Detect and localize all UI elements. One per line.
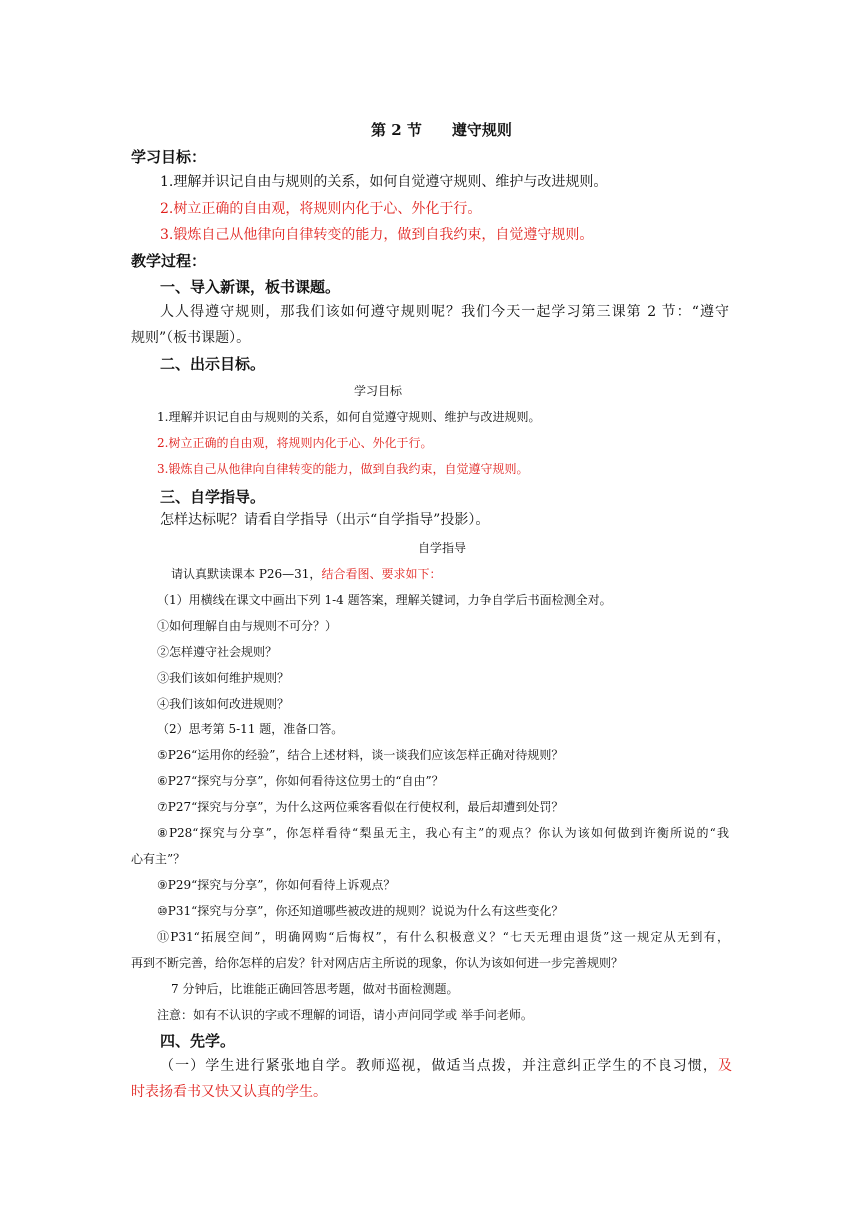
guide-instruction: [171, 567, 441, 581]
question-3: ③我们该如何维护规则？: [157, 671, 290, 685]
section3-heading: 三、自学指导。: [160, 488, 266, 506]
question-10: ⑩P31“探究与分享”，你还知道哪些被改进的规则？说说为什么有这些变化？: [157, 904, 564, 918]
section1-heading: 一、导入新课，板书课题。: [160, 278, 341, 296]
section2-heading: 二、出示目标。: [160, 355, 266, 373]
section1-paragraph-line2: 规则”（板书课题）。: [131, 330, 251, 346]
section3-intro: 怎样达标呢？请看自学指导（出示“自学指导”投影）。: [160, 512, 490, 528]
question-1: ①如何理解自由与规则不可分？）: [157, 619, 338, 633]
section4-heading: 四、先学。: [160, 1032, 236, 1050]
slide-title-objectives: 学习目标: [354, 384, 403, 398]
question-11-line2: 再到不断完善，给你怎样的启发？针对网店店主所说的现象，你认为该如何进一步完善规则？: [131, 956, 624, 970]
guide-instruction-text: 请认真默读课本 P26—31，: [171, 567, 322, 581]
slide-objective-3: 3.锻炼自己从他律向自律转变的能力，做到自我约束，自觉遵守规则。: [157, 462, 529, 476]
page-title: 第 2 节 遵守规则: [371, 121, 512, 139]
question-8-line2: 心有主”？: [131, 852, 186, 866]
question-7: ⑦P27“探究与分享”，为什么这两位乘客看似在行使权利，最后却遭到处罚？: [157, 800, 564, 814]
objectives-heading: 学习目标：: [131, 148, 207, 166]
section4-paragraph-line1: [160, 1058, 732, 1075]
guide-instruction-highlight: 结合看图、要求如下：: [321, 567, 442, 581]
guide-note: 注意：如有不认识的字或不理解的词语，请小声问同学或 举手问老师。: [157, 1008, 533, 1022]
objective-3: 3.锻炼自己从他律向自律转变的能力，做到自我约束，自觉遵守规则。: [160, 227, 594, 243]
question-2: ②怎样遵守社会规则？: [157, 645, 278, 659]
slide-title-guide: 自学指导: [418, 541, 467, 555]
objective-2: 2.树立正确的自由观，将规则内化于心、外化于行。: [160, 201, 482, 217]
process-heading: 教学过程：: [131, 252, 207, 270]
guide-part1: （1）用横线在课文中画出下列 1-4 题答案，理解关键词，力争自学后书面检测全对。: [157, 593, 612, 607]
section1-paragraph-line1: 人人得遵守规则，那我们该如何遵守规则呢？我们今天一起学习第三课第 2 节：“遵守: [160, 304, 729, 320]
question-4: ④我们该如何改进规则？: [157, 697, 290, 711]
objective-1: 1.理解并识记自由与规则的关系，如何自觉遵守规则、维护与改进规则。: [160, 174, 608, 190]
question-11-line1: ⑪P31“拓展空间”，明确网购“后悔权”，有什么积极意义？“七天无理由退货”这一规定从无到有，: [157, 930, 729, 944]
question-8-line1: ⑧P28“探究与分享”，你怎样看待“梨虽无主，我心有主”的观点？你认为该如何做到许衡所说的“我: [157, 826, 729, 840]
question-5: ⑤P26“运用你的经验”，结合上述材料，谈一谈我们应该怎样正确对待规则？: [157, 748, 564, 762]
slide-objective-2: 2.树立正确的自由观，将规则内化于心、外化于行。: [157, 436, 433, 450]
question-9: ⑨P29“探究与分享”，你如何看待上诉观点？: [157, 878, 396, 892]
section4-paragraph-line2: 时表扬看书又快又认真的学生。: [131, 1084, 327, 1100]
guide-after: 7 分钟后，比谁能正确回答思考题，做对书面检测题。: [171, 982, 459, 996]
slide-objective-1: 1.理解并识记自由与规则的关系，如何自觉遵守规则、维护与改进规则。: [157, 410, 541, 424]
section4-paragraph-highlight-start: 及: [718, 1058, 732, 1074]
question-6: ⑥P27“探究与分享”，你如何看待这位男士的“自由”？: [157, 774, 444, 788]
section4-paragraph-text: （一）学生进行紧张地自学。教师巡视，做适当点拨，并注意纠正学生的不良习惯，: [160, 1058, 718, 1074]
guide-part2: （2）思考第 5-11 题，准备口答。: [157, 722, 344, 736]
